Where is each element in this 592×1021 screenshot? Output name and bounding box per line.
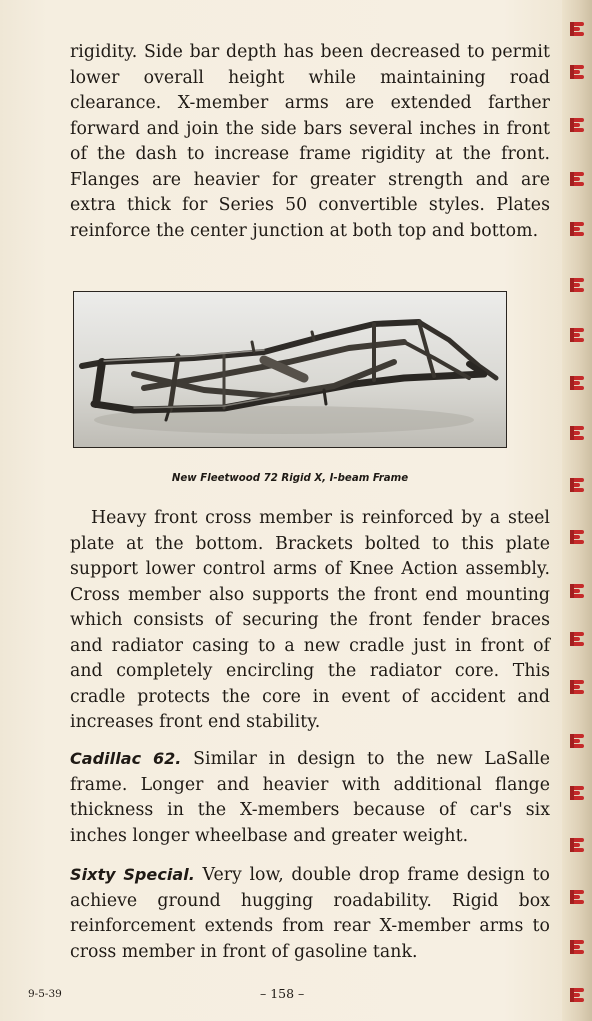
binding-ring — [570, 426, 584, 440]
cadillac-62-body: Similar in design to the new LaSalle frame. Longer and heavier with additional flange thickness in the X-members because of car's six inches longer wheelbase and greater weight. — [70, 749, 550, 846]
binding-ring — [570, 222, 584, 236]
date-code: 9-5-39 — [28, 988, 62, 1000]
figure-caption: New Fleetwood 72 Rigid X, I-beam Frame — [171, 473, 409, 484]
binding-ring — [570, 786, 584, 800]
binding-ring — [570, 376, 584, 390]
binding-ring — [570, 988, 584, 1002]
binding-ring — [570, 328, 584, 342]
frame-photo — [73, 291, 507, 448]
binding-ring — [570, 890, 584, 904]
binding-ring — [570, 680, 584, 694]
binding-ring — [570, 734, 584, 748]
binding-ring — [570, 118, 584, 132]
binding-ring — [570, 584, 584, 598]
sixty-special-body: Very low, double drop frame design to achieve ground hugging roadability. Rigid box reinforcement extends from rear X-member arms to cross member in front of gasoline tank. — [70, 865, 550, 962]
page-number: – 158 – — [260, 986, 305, 1001]
spiral-binding — [562, 0, 592, 1021]
chassis-frame-illustration — [74, 292, 506, 447]
binding-ring — [570, 478, 584, 492]
paragraph-frame-rigidity: rigidity. Side bar depth has been decreased to permit lower overall height while maintaining road clearance. X-member arms are extended farther forward and join the side bars several inches in front of the dash to increase frame rigidity at the front. Flanges are heavier for greater strength and are extra thick for Series 50 convertible styles. Plates reinforce the center junction at both top and bottom. — [70, 42, 550, 241]
paragraph-front-cross-member: Heavy front cross member is reinforced by a steel plate at the bottom. Brackets bolted to this plate support lower control arms of Knee Action assembly. Cross member also supports the front end mounting which consists of securing the front fender braces and radiator casing to a new cradle just in front of and completely encircling the radiator core. This cradle protects the core in event of accident and increases front end stability. — [70, 508, 550, 732]
cadillac-62-heading: Cadillac 62. — [70, 749, 182, 768]
binding-ring — [570, 22, 584, 36]
binding-ring — [570, 65, 584, 79]
paragraph-sixty-special — [70, 862, 550, 965]
binding-ring — [570, 172, 584, 186]
binding-ring — [570, 838, 584, 852]
sixty-special-heading: Sixty Special. — [70, 865, 195, 884]
binding-ring — [570, 530, 584, 544]
paragraph-cadillac-62 — [70, 746, 550, 849]
binding-ring — [570, 632, 584, 646]
binding-ring — [570, 278, 584, 292]
binding-ring — [570, 940, 584, 954]
